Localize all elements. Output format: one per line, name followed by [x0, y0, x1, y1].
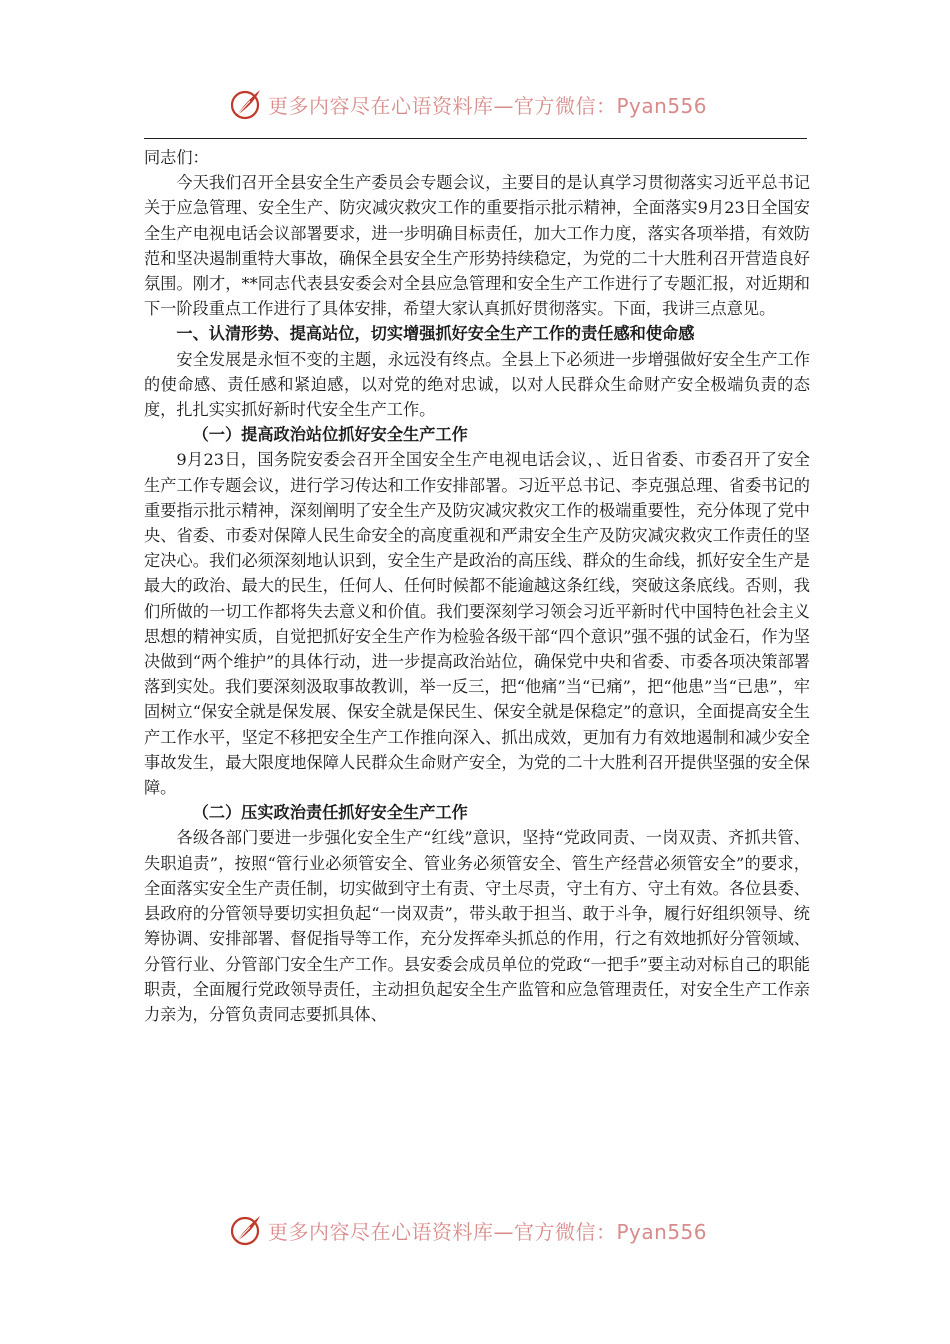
document-body [144, 145, 810, 1027]
salutation: 同志们： [144, 148, 209, 167]
header-divider [144, 138, 807, 139]
header-banner-text: 更多内容尽在心语资料库—官方微信：Pyan556 [268, 93, 708, 118]
footer-banner [228, 1210, 707, 1250]
subsection-1-heading: （一）提高政治站位抓好安全生产工作 [192, 425, 468, 445]
section-1-intro: 安全发展是永恒不变的主题，永远没有终点。全县上下必须进一步增强做好安全生产工作的使命感、责任感和紧迫感，以对党的绝对忠诚，以对人民群众生命财产安全极端负责的态度，扎扎实实抓好新时代安全生产工作。 [144, 349, 810, 420]
section-1-heading: 一、认清形势、提高站位，切实增强抓好安全生产工作的责任感和使命感 [176, 324, 695, 344]
subsection-2-heading: （二）压实政治责任抓好安全生产工作 [192, 803, 468, 823]
header-banner [228, 84, 707, 124]
subsection-2-body: 各级各部门要进一步强化安全生产“红线”意识，坚持“党政同责、一岗双责、齐抓共管、失职追责”，按照“管行业必须管安全、管业务必须管安全、管生产经营必须管安全”的要求，全面落实安全生产责任制，切实做到守土有责、守土尽责，守土有方、守土有效。各位县委、县政府的分管领导要切实担负起“一岗双责”，带头敢于担当、敢于斗争，履行好组织领导、统筹协调、安排部署、督促指导等工作，充分发挥牵头抓总的作用，行之有效地抓好分管领域、分管行业、分管部门安全生产工作。县安委会成员单位的党政“一把手”要主动对标自己的职能职责，全面履行党政领导责任，主动担负起安全生产监管和应急管理责任，对安全生产工作亲力亲为，分管负责同志要抓具体、 [144, 828, 810, 1024]
footer-banner-text: 更多内容尽在心语资料库—官方微信：Pyan556 [268, 1219, 708, 1244]
quill-logo-icon [228, 1212, 264, 1248]
subsection-1-body: 9月23日，国务院安委会召开全国安全生产电视电话会议，、近日省委、市委召开了安全生产工作专题会议，进行学习传达和工作安排部署。习近平总书记、李克强总理、省委书记的重要指示批示精神，深刻阐明了安全生产及防灾减灾救灾工作的极端重要性，充分体现了党中央、省委、市委对保障人民生命安全的高度重视和严肃安全生产及防灾减灾救灾工作责任的坚定决心。我们必须深刻地认识到，安全生产是政治的高压线、群众的生命线，抓好安全生产是最大的政治、最大的民生，任何人、任何时候都不能逾越这条红线，突破这条底线。否则，我们所做的一切工作都将失去意义和价值。我们要深刻学习领会习近平新时代中国特色社会主义思想的精神实质，自觉把抓好安全生产作为检验各级干部“四个意识”强不强的试金石，作为坚决做到“两个维护”的具体行动，进一步提高政治站位，确保党中央和省委、市委各项决策部署落到实处。我们要深刻汲取事故教训，举一反三，把“他痛”当“已痛”，把“他患”当“已患”，牢固树立“保安全就是保发展、保安全就是保民生、保安全就是保稳定”的意识，全面提高安全生产工作水平，坚定不移把安全生产工作推向深入、抓出成效，更加有力有效地遏制和减少安全事故发生，最大限度地保障人民群众生命财产安全，为党的二十大胜利召开提供坚强的安全保障。 [144, 450, 810, 798]
quill-logo-icon [228, 86, 264, 122]
intro-paragraph: 今天我们召开全县安全生产委员会专题会议，主要目的是认真学习贯彻落实习近平总书记关于应急管理、安全生产、防灾减灾救灾工作的重要指示批示精神，全面落实9月23日全国安全生产电视电话会议部署要求，进一步明确目标责任，加大工作力度，落实各项举措，有效防范和坚决遏制重特大事故，确保全县安全生产形势持续稳定，为党的二十大胜利召开营造良好氛围。刚才，**同志代表县安委会对全县应急管理和安全生产工作进行了专题汇报，对近期和下一阶段重点工作进行了具体安排，希望大家认真抓好贯彻落实。下面，我讲三点意见。 [144, 173, 810, 319]
